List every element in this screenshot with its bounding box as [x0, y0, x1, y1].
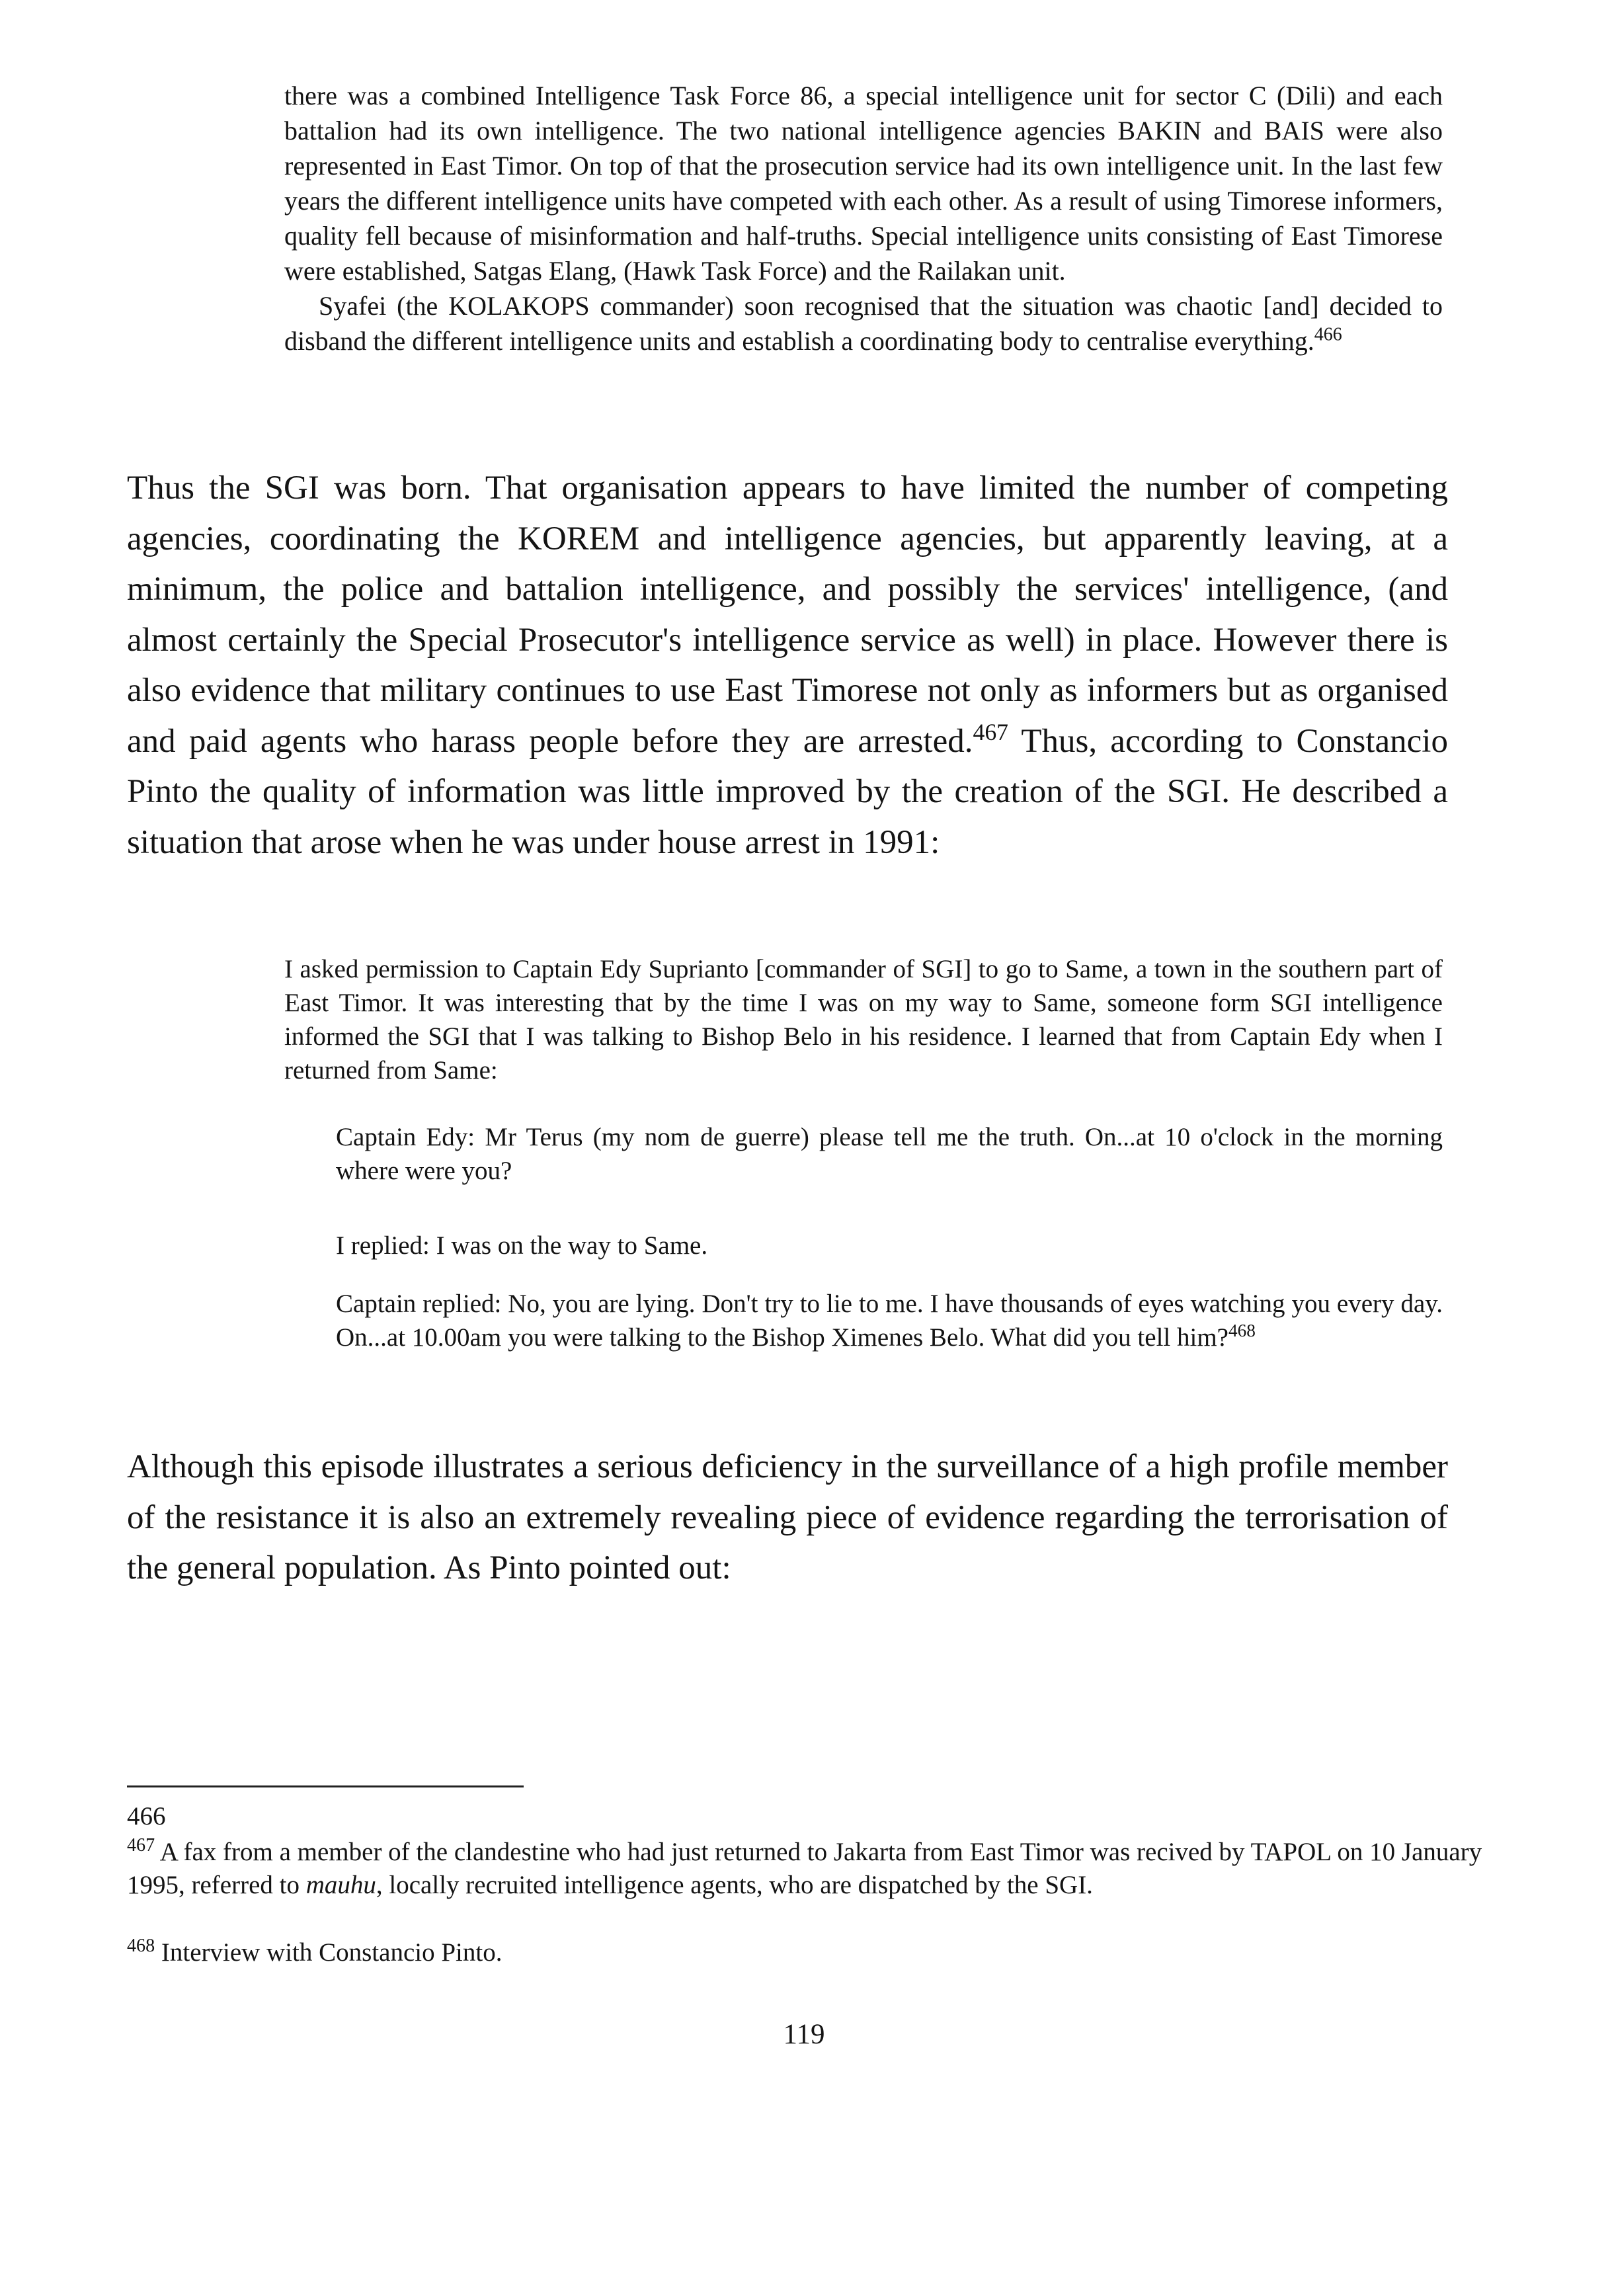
- quotation-paragraph-1: there was a combined Intelligence Task Force 86, a special intelligence unit for sector C (Dili) and each battalion had its own intelligence. The two national intelligence agencies BAKIN and BAIS were also represented in East Timor. On top of that the prosecution service had its own intelligence unit. In the last few years the different intelligence units have competed with each other. As a result of using Timorese informers, quality fell because of misinformation and half-truths. Special intelligence units consisting of East Timorese were established, Satgas Elang, (Hawk Task Force) and the Railakan unit.: [284, 81, 1443, 286]
- footnote-separator: [127, 1785, 524, 1787]
- dialogue-pinto-reply: I replied: I was on the way to Same.: [336, 1231, 708, 1260]
- footnote-467: [127, 1836, 1515, 1902]
- footnote-468-text: Interview with Constancio Pinto.: [155, 1938, 502, 1967]
- footnote-ref-468: 468: [1228, 1321, 1256, 1340]
- quotation-paragraph-2: [284, 288, 1443, 358]
- footnote-ref-466: 466: [1314, 324, 1342, 345]
- body-paragraph-sgi-born: [127, 463, 1448, 868]
- dialogue-captain-edy: Captain Edy: Mr Terus (my nom de guerre) please tell me the truth. On...at 10 o'clock in the morning where were you?: [336, 1123, 1443, 1185]
- block-quotation-intelligence: [284, 78, 1443, 358]
- dialogue-captain-reply-text: Captain replied: No, you are lying. Don't try to lie to me. I have thousands of eyes watching you every day. On...at 10.00am you were talking to the Bishop Ximenes Belo. What did you tell him?: [336, 1290, 1443, 1352]
- dialogue-captain-reply: [336, 1287, 1443, 1354]
- footnote-467-text-a: A fax from a member of the clandestine who had just returned to Jakarta from East Timor was recived by TAPOL on 10 January 1995, referred to: [127, 1838, 1482, 1899]
- page-number: 119: [783, 2019, 825, 2050]
- footnote-ref-467: 467: [973, 718, 1009, 745]
- body-paragraph-episode: Although this episode illustrates a serious deficiency in the surveillance of a high profile member of the resistance it is also an extremely revealing piece of evidence regarding the terrorisation of the general population. As Pinto pointed out:: [127, 1448, 1448, 1586]
- block-quotation-pinto: I asked permission to Captain Edy Suprianto [commander of SGI] to go to Same, a town in the southern part of East Timor. It was interesting that by the time I was on my way to Same, someone form SGI intelligence informed the SGI that I was talking to Bishop Belo in his residence. I learned that from Captain Edy when I returned from Same:: [284, 955, 1443, 1085]
- quotation-paragraph-2-text: Syafei (the KOLAKOPS commander) soon recognised that the situation was chaotic [and] decided to disband the different intelligence units and establish a coordinating body to centralise everything.: [284, 291, 1443, 356]
- body-paragraph-1-text-b: Thus, according to Constancio Pinto the quality of information was little improved by the creation of the SGI. He described a situation that arose when he was under house arrest in 1991:: [127, 722, 1448, 861]
- footnote-468: [127, 1936, 1515, 1969]
- footnote-467-number: 467: [127, 1835, 155, 1856]
- footnote-466: [127, 1800, 1515, 1833]
- footnote-467-italic-term: mauhu: [305, 1871, 376, 1899]
- body-paragraph-1-text-a: Thus the SGI was born. That organisation appears to have limited the number of competing agencies, coordinating the KOREM and intelligence agencies, but apparently leaving, at a minimum, the police and battalion intelligence, and possibly the services' intelligence, (and almost certainly the Special Prosecutor's intelligence service as well) in place. However there is also evidence that military continues to use East Timorese not only as informers but as organised and paid agents who harass people before they are arrested.: [127, 470, 1448, 760]
- footnote-467-text-b: , locally recruited intelligence agents, who are dispatched by the SGI.: [376, 1871, 1093, 1899]
- footnote-466-number: 466: [127, 1802, 166, 1830]
- footnote-468-number: 468: [127, 1936, 155, 1956]
